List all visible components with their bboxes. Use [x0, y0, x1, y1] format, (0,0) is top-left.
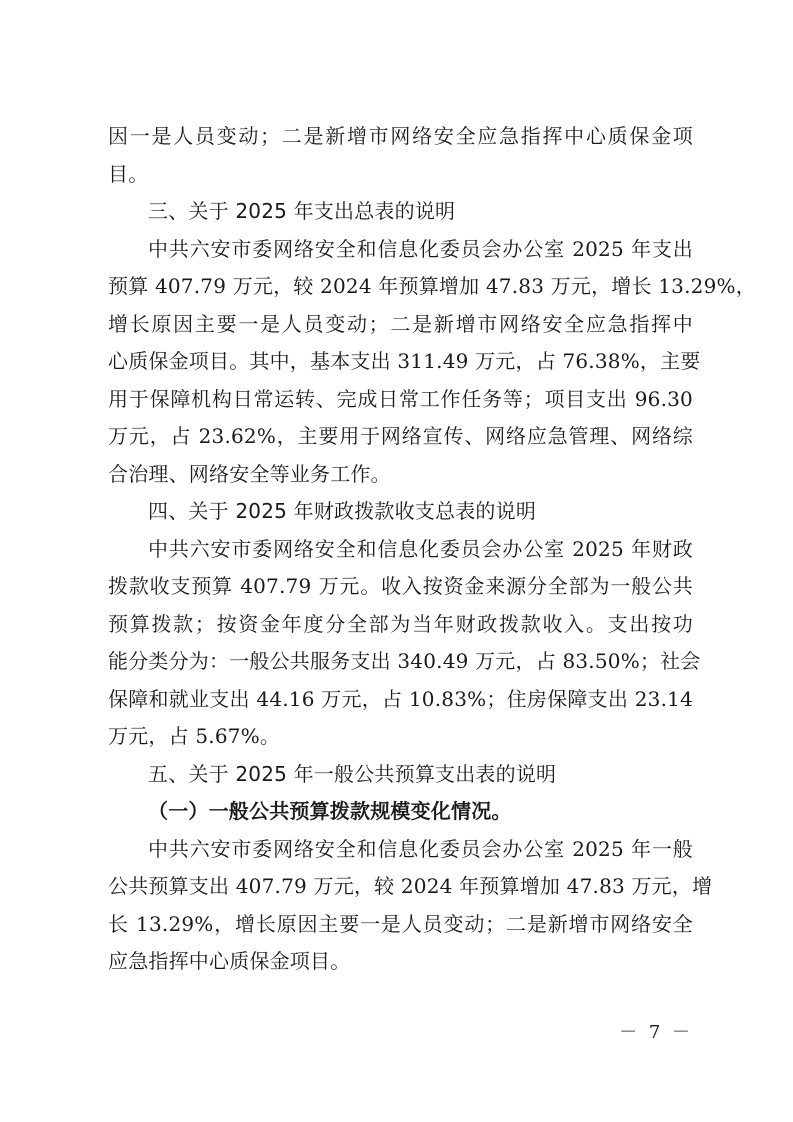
paragraph-line: 预算拨款；按资金年度分全部为当年财政拨款收入。支出按功	[108, 611, 693, 636]
paragraph-line: 中共六安市委网络安全和信息化委员会办公室 2025 年财政	[148, 536, 693, 561]
paragraph-line: 公共预算支出 407.79 万元，较 2024 年预算增加 47.83 万元，增	[108, 874, 713, 898]
document-page	[108, 118, 756, 981]
paragraph-line: 万元，占 23.62%，主要用于网络宣传、网络应急管理、网络综	[108, 424, 693, 448]
paragraph-line: 拨款收支预算 407.79 万元。收入按资金来源分全部为一般公共	[108, 574, 693, 598]
paragraph-line: 保障和就业支出 44.16 万元，占 10.83%；住房保障支出 23.14	[108, 686, 693, 711]
page-number: － 7 －	[619, 1022, 693, 1043]
paragraph-line: 预算 407.79 万元，较 2024 年预算增加 47.83 万元，增长 13.29%，	[108, 274, 756, 298]
paragraph-line: 心质保金项目。其中，基本支出 311.49 万元，占 76.38%，主要	[108, 349, 701, 373]
paragraph-line: 长 13.29%，增长原因主要一是人员变动；二是新增市网络安全	[108, 911, 693, 936]
paragraph-line: 目。	[108, 161, 149, 186]
paragraph-line: 用于保障机构日常运转、完成日常工作任务等；项目支出 96.30	[108, 386, 693, 411]
paragraph-line: 增长原因主要一是人员变动；二是新增市网络安全应急指挥中	[108, 311, 693, 336]
paragraph-line: 能分类分为：一般公共服务支出 340.49 万元，占 83.50%；社会	[108, 649, 701, 673]
subsection-heading-1: （一）一般公共预算拨款规模变化情况。	[148, 799, 512, 823]
paragraph-line: 中共六安市委网络安全和信息化委员会办公室 2025 年支出	[148, 236, 693, 261]
section-heading-5: 五、关于 2025 年一般公共预算支出表的说明	[148, 761, 557, 786]
paragraph-line: 应急指挥中心质保金项目。	[108, 949, 351, 973]
paragraph-line: 万元，占 5.67%。	[108, 724, 281, 748]
paragraph-line: 中共六安市委网络安全和信息化委员会办公室 2025 年一般	[148, 836, 693, 861]
paragraph-line: 合治理、网络安全等业务工作。	[108, 461, 391, 486]
paragraph-line: 因一是人员变动；二是新增市网络安全应急指挥中心质保金项	[108, 124, 693, 148]
section-heading-4: 四、关于 2025 年财政拨款收支总表的说明	[148, 499, 537, 523]
section-heading-3: 三、关于 2025 年支出总表的说明	[148, 199, 456, 223]
